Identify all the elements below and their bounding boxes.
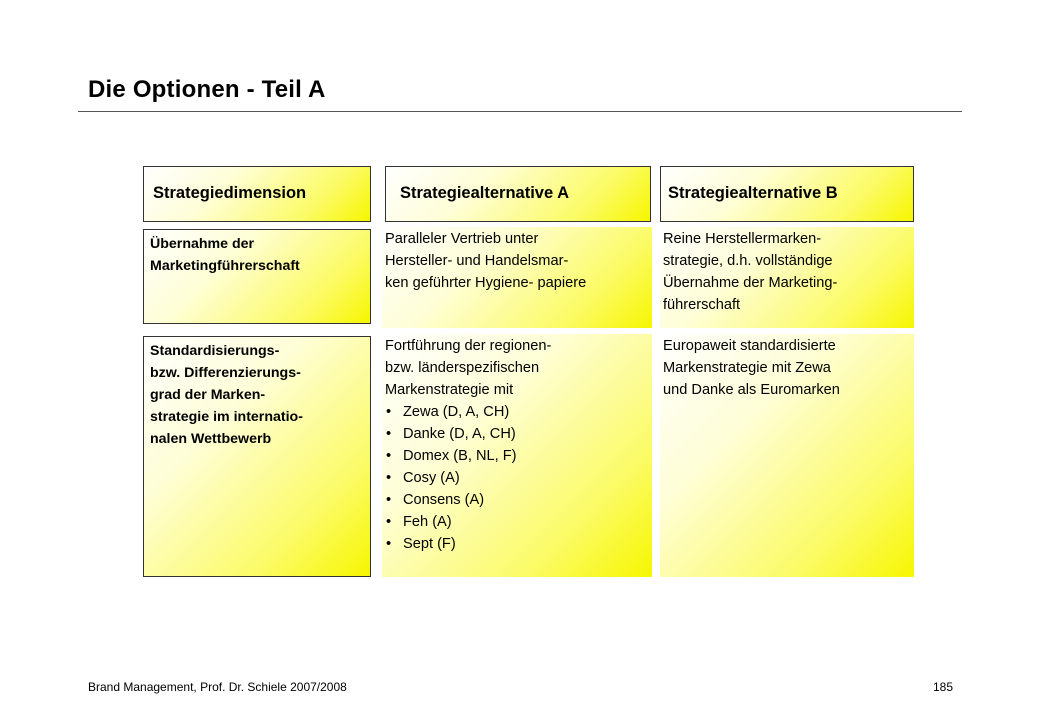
header-alternative-b-label: Strategiealternative B [668,184,838,202]
brand-name: Consens (A) [403,492,485,508]
row-1-alternative-a-cell [382,227,652,328]
row-2-alternative-a-line: Fortführung der regionen- [385,338,552,354]
header-alternative-b [660,166,914,222]
header-strategy-dimension-label: Strategiedimension [153,184,307,202]
footer-course: Brand Management, Prof. Dr. Schiele 2007/2008 [88,680,347,694]
row-2-alternative-a-line: bzw. länderspezifischen [385,360,540,376]
brand-list-item [385,511,652,533]
header-alternative-a-label: Strategiealternative A [400,184,570,202]
brand-list [385,401,652,555]
title-divider [78,111,962,112]
row-1-dimension-cell [143,229,371,324]
brand-list-item [385,533,652,555]
bullet-icon: • [386,536,392,552]
header-alternative-a [385,166,651,222]
row-2-dimension-line: Standardisierungs- [150,343,280,359]
brand-list-item [385,401,652,423]
brand-list-item [385,489,652,511]
brand-name: Zewa (D, A, CH) [403,404,510,420]
brand-list-item [385,423,652,445]
row-1-alternative-b-cell [660,227,914,328]
row-1-alternative-b-line: Reine Herstellermarken- [663,231,822,247]
row-1-dimension-line: Marketingführerschaft [150,258,300,274]
row-2-dimension-line: bzw. Differenzierungs- [150,365,301,381]
brand-list-item [385,467,652,489]
row-2-alternative-b-cell [660,334,914,577]
row-2-alternative-a-line: Markenstrategie mit [385,382,514,398]
bullet-icon: • [386,470,392,486]
brand-list-item [385,445,652,467]
bullet-icon: • [386,448,392,464]
row-1-dimension-line: Übernahme der [150,236,255,252]
row-2-dimension-line: strategie im internatio- [150,409,303,425]
row-2-dimension-line: grad der Marken- [150,387,266,403]
row-1-alternative-b-line: führerschaft [663,297,741,313]
row-2-alternative-b-line: Europaweit standardisierte [663,338,836,354]
brand-name: Domex (B, NL, F) [403,448,517,464]
page-number: 185 [933,680,954,694]
row-2-dimension-line: nalen Wettbewerb [150,431,272,447]
row-2-alternative-a-cell [382,334,652,577]
brand-name: Danke (D, A, CH) [403,426,516,442]
row-2-dimension-cell [143,336,371,577]
row-1-alternative-a-line: Paralleler Vertrieb unter [385,231,539,247]
brand-name: Feh (A) [403,514,452,530]
bullet-icon: • [386,492,392,508]
brand-name: Cosy (A) [403,470,460,486]
row-1-alternative-a-line: ken geführter Hygiene- papiere [385,275,587,291]
row-1-alternative-a-line: Hersteller- und Handelsmar- [385,253,569,269]
bullet-icon: • [386,514,392,530]
slide-title: Die Optionen - Teil A [88,76,326,103]
row-1-alternative-b-line: Übernahme der Marketing- [663,275,838,291]
header-strategy-dimension [143,166,371,222]
row-2-alternative-b-line: Markenstrategie mit Zewa [663,360,831,376]
row-2-alternative-b-line: und Danke als Euromarken [663,382,840,398]
brand-name: Sept (F) [403,536,456,552]
bullet-icon: • [386,404,392,420]
row-1-alternative-b-line: strategie, d.h. vollständige [663,253,833,269]
bullet-icon: • [386,426,392,442]
